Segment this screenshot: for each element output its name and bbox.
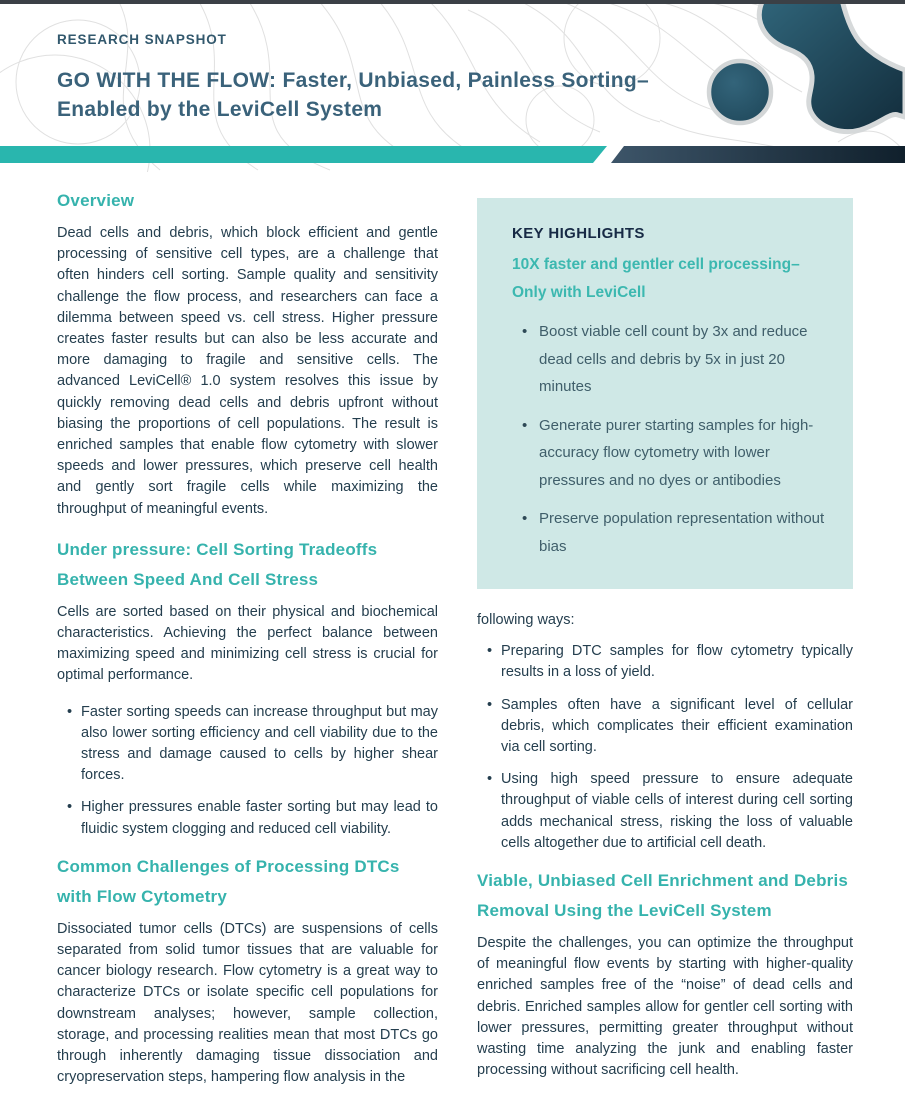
key-highlights-subtitle: 10X faster and gentler cell processing–Only with LeviCell — [512, 256, 800, 302]
bullet-item: • Higher pressures enable faster sorting but may lead to fluidic system clogging and reduced cell viability. — [67, 797, 438, 839]
header-circle-shape — [709, 61, 771, 123]
key-highlights-title: KEY HIGHLIGHTS — [512, 225, 645, 242]
ribbon-teal-segment — [0, 146, 607, 163]
ribbon-dark-segment — [611, 146, 905, 163]
highlight-bullet-item: • Preserve population representation without bias — [522, 505, 825, 560]
highlight-bullet-item: • Generate purer starting samples for high-accuracy flow cytometry with lower pressures and no dyes or antibodies — [522, 412, 825, 495]
bullet-item: • Faster sorting speeds can increase throughput but may also lower sorting efficiency and cell viability due to the stress and damage caused to cells by higher shear forces. — [67, 702, 438, 787]
bullet-item: • Using high speed pressure to ensure adequate throughput of viable cells of interest during cell sorting adds mechanical stress, risking the loss of valuable cells altogether due to artificial cell death. — [487, 769, 853, 854]
page-title — [57, 66, 649, 124]
common-challenges-heading: Common Challenges of Processing DTCs with Flow Cytometry — [57, 856, 400, 906]
left-column — [57, 186, 438, 1089]
bullet-item: • Preparing DTC samples for flow cytometry typically results in a loss of yield. — [487, 641, 853, 683]
right-column — [477, 198, 853, 1081]
common-challenges-paragraph: Dissociated tumor cells (DTCs) are suspensions of cells separated from solid tumor tissues that are valuable for cancer biology research. Flow cytometry is a great way to characterize DTCs or isolate specific cell populations for downstream analyses; however, sample collection, storage, and processing realities mean that most DTCs go through inherently damaging tissue dissociation and cryopreservation steps, hampering flow analysis in the — [57, 920, 438, 1086]
page-title-line-2: Enabled by the LeviCell System — [57, 98, 383, 121]
challenges-bullet-list — [477, 641, 853, 854]
overview-paragraph: Dead cells and debris, which block efficient and gentle processing of sensitive cell types, are a challenge that often hinders cell sorting. Sample quality and sensitivity challenge the flow process, and researchers can face a dilemma between speed vs. cell stress. Higher pressure creates faster results but can also be less accurate and more damaging to fragile and sensitive cells. The advanced LeviCell® 1.0 system resolves this issue by quickly removing dead cells and debris upfront without biasing the proportions of cell populations. The result is enriched samples that enable flow cytometry with slower speeds and lower pressures, which preserve cell health and gently sort fragile cells while maximizing the throughput of meaningful events. — [57, 225, 438, 517]
header-blob-shape — [759, 0, 905, 132]
under-pressure-heading: Under pressure: Cell Sorting Tradeoffs Between Speed And Cell Stress — [57, 539, 378, 589]
overview-heading: Overview — [57, 191, 135, 210]
document-eyebrow: RESEARCH SNAPSHOT — [57, 32, 227, 47]
viable-enrichment-paragraph: Despite the challenges, you can optimize the throughput of meaningful flow events by starting with higher-quality enriched samples free of the “noise” of dead cells and debris. Enriched samples allow for gentler cell sorting with lower pressures, permitting greater throughput without wasting time analyzing the junk and enabling faster processing without sacrificing cell health. — [477, 935, 853, 1079]
bullet-item: • Samples often have a significant level of cellular debris, which complicates their efficient examination via cell sorting. — [487, 695, 853, 759]
key-highlights-box — [477, 198, 853, 589]
continuation-text: following ways: — [477, 612, 575, 628]
under-pressure-bullet-list — [57, 702, 438, 840]
key-highlights-bullet-list — [512, 318, 825, 560]
viable-enrichment-heading: Viable, Unbiased Cell Enrichment and Debris Removal Using the LeviCell System — [477, 871, 849, 921]
top-accent-bar — [0, 0, 905, 4]
under-pressure-paragraph: Cells are sorted based on their physical and biochemical characteristics. Achieving the perfect balance between maximizing speed and minimizing cell stress is crucial for optimal performance. — [57, 603, 438, 684]
highlight-bullet-item: • Boost viable cell count by 3x and reduce dead cells and debris by 5x in just 20 minutes — [522, 318, 825, 401]
page-title-line-1: GO WITH THE FLOW: Faster, Unbiased, Painless Sorting– — [57, 69, 649, 92]
ribbon-bar — [0, 146, 905, 163]
